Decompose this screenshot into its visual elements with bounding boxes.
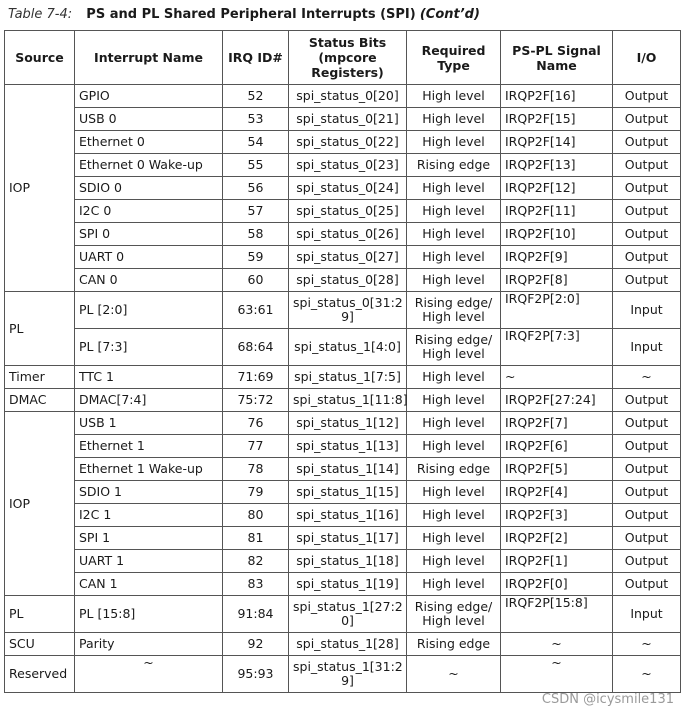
irq-id: 81: [223, 527, 289, 550]
table-row: [5, 435, 681, 458]
signal-name: IRQP2F[3]: [501, 504, 613, 527]
irq-id: 53: [223, 108, 289, 131]
irq-id: 71:69: [223, 366, 289, 389]
header-source: Source: [5, 31, 75, 85]
source-cell: DMAC: [5, 389, 75, 412]
table-continued-note: (Cont’d): [419, 7, 480, 22]
required-type: High level: [407, 108, 501, 131]
table-row: [5, 131, 681, 154]
header-row: [5, 31, 681, 85]
interrupt-name: CAN 0: [75, 269, 223, 292]
irq-id: 75:72: [223, 389, 289, 412]
signal-name: IRQP2F[15]: [501, 108, 613, 131]
table-row: [5, 458, 681, 481]
irq-id: 68:64: [223, 329, 289, 366]
io-direction: Output: [613, 504, 681, 527]
header-status-bits: Status Bits (mpcore Registers): [289, 31, 407, 85]
status-bits: spi_status_1[11:8]: [289, 389, 407, 412]
source-cell: SCU: [5, 633, 75, 656]
status-bits-line: spi_status_0[31:2: [293, 295, 403, 310]
io-direction: Output: [613, 527, 681, 550]
status-bits: spi_status_1[7:5]: [289, 366, 407, 389]
interrupt-name: Ethernet 0: [75, 131, 223, 154]
required-type: [407, 329, 501, 366]
io-direction: Output: [613, 246, 681, 269]
status-bits: spi_status_0[20]: [289, 85, 407, 108]
status-bits-line: 9]: [341, 673, 354, 688]
status-bits: spi_status_0[26]: [289, 223, 407, 246]
signal-name: IRQP2F[8]: [501, 269, 613, 292]
io-direction: Output: [613, 389, 681, 412]
status-bits-line: 9]: [341, 309, 354, 324]
irq-id: 79: [223, 481, 289, 504]
spi-table: [4, 30, 681, 693]
required-type: [407, 596, 501, 633]
status-bits-line: 0]: [341, 613, 354, 628]
interrupt-name: Ethernet 1: [75, 435, 223, 458]
io-direction: Output: [613, 108, 681, 131]
signal-name: IRQP2F[6]: [501, 435, 613, 458]
table-row: [5, 389, 681, 412]
table-row: [5, 154, 681, 177]
required-type: High level: [407, 131, 501, 154]
io-direction: Input: [613, 596, 681, 633]
signal-name: IRQP2F[2]: [501, 527, 613, 550]
signal-name: IRQP2F[27:24]: [501, 389, 613, 412]
irq-id: 80: [223, 504, 289, 527]
table-row: [5, 223, 681, 246]
interrupt-name: SDIO 1: [75, 481, 223, 504]
status-bits: [289, 596, 407, 633]
irq-id: 77: [223, 435, 289, 458]
required-type: Rising edge: [407, 458, 501, 481]
required-type: High level: [407, 366, 501, 389]
status-bits: [289, 656, 407, 693]
io-direction: Input: [613, 292, 681, 329]
interrupt-name: SDIO 0: [75, 177, 223, 200]
irq-id: 91:84: [223, 596, 289, 633]
status-bits: spi_status_0[27]: [289, 246, 407, 269]
status-bits: spi_status_1[12]: [289, 412, 407, 435]
signal-name: ~: [501, 656, 613, 693]
signal-name: ~: [501, 366, 613, 389]
interrupt-name: Ethernet 1 Wake-up: [75, 458, 223, 481]
status-bits: spi_status_0[25]: [289, 200, 407, 223]
io-direction: Output: [613, 131, 681, 154]
io-direction: Output: [613, 269, 681, 292]
table-row: [5, 329, 681, 366]
irq-id: 60: [223, 269, 289, 292]
interrupt-name: DMAC[7:4]: [75, 389, 223, 412]
required-type: High level: [407, 412, 501, 435]
source-cell: IOP: [5, 85, 75, 292]
interrupt-name: USB 0: [75, 108, 223, 131]
io-direction: Output: [613, 85, 681, 108]
signal-name: IRQP2F[5]: [501, 458, 613, 481]
irq-id: 57: [223, 200, 289, 223]
irq-id: 56: [223, 177, 289, 200]
table-row: [5, 85, 681, 108]
irq-id: 82: [223, 550, 289, 573]
table-row: [5, 633, 681, 656]
table-number: Table 7-4:: [8, 7, 73, 22]
required-type: High level: [407, 504, 501, 527]
signal-name: IRQP2F[10]: [501, 223, 613, 246]
status-bits: spi_status_1[13]: [289, 435, 407, 458]
status-bits: spi_status_1[14]: [289, 458, 407, 481]
irq-id: 58: [223, 223, 289, 246]
status-bits: spi_status_1[18]: [289, 550, 407, 573]
status-bits: spi_status_1[16]: [289, 504, 407, 527]
table-row: [5, 596, 681, 633]
interrupt-name: I2C 0: [75, 200, 223, 223]
source-cell: IOP: [5, 412, 75, 596]
interrupt-name: PL [15:8]: [75, 596, 223, 633]
interrupt-name: CAN 1: [75, 573, 223, 596]
required-type: Rising edge: [407, 154, 501, 177]
source-cell: PL: [5, 292, 75, 366]
required-type-line: High level: [422, 309, 485, 324]
irq-id: 63:61: [223, 292, 289, 329]
required-type: High level: [407, 481, 501, 504]
required-type: High level: [407, 573, 501, 596]
watermark: CSDN @icysmile131: [541, 692, 674, 707]
header-io: I/O: [613, 31, 681, 85]
io-direction: ~: [613, 633, 681, 656]
io-direction: Output: [613, 177, 681, 200]
interrupt-name: ~: [75, 656, 223, 693]
irq-id: 52: [223, 85, 289, 108]
table-row: [5, 246, 681, 269]
signal-name: IRQP2F[1]: [501, 550, 613, 573]
status-bits: spi_status_1[4:0]: [289, 329, 407, 366]
signal-name: IRQF2P[2:0]: [501, 292, 613, 329]
table-row: [5, 366, 681, 389]
irq-id: 92: [223, 633, 289, 656]
irq-id: 78: [223, 458, 289, 481]
interrupt-name: TTC 1: [75, 366, 223, 389]
status-bits-line: spi_status_1[31:2: [293, 659, 403, 674]
interrupt-name: Ethernet 0 Wake-up: [75, 154, 223, 177]
required-type: High level: [407, 527, 501, 550]
interrupt-name: USB 1: [75, 412, 223, 435]
header-signal-name: PS-PL Signal Name: [501, 31, 613, 85]
required-type: ~: [407, 656, 501, 693]
status-bits: spi_status_1[17]: [289, 527, 407, 550]
signal-name: IRQP2F[14]: [501, 131, 613, 154]
io-direction: Output: [613, 412, 681, 435]
signal-name: ~: [501, 633, 613, 656]
interrupt-name: SPI 1: [75, 527, 223, 550]
source-cell: Timer: [5, 366, 75, 389]
io-direction: Output: [613, 481, 681, 504]
interrupt-name: UART 0: [75, 246, 223, 269]
table-caption: [8, 7, 480, 22]
signal-name: IRQP2F[16]: [501, 85, 613, 108]
table-row: [5, 481, 681, 504]
required-type-line: High level: [422, 613, 485, 628]
required-type-line: High level: [422, 346, 485, 361]
source-cell: PL: [5, 596, 75, 633]
status-bits: spi_status_0[24]: [289, 177, 407, 200]
signal-name: IRQP2F[0]: [501, 573, 613, 596]
io-direction: Output: [613, 223, 681, 246]
io-direction: Output: [613, 154, 681, 177]
table-row: [5, 177, 681, 200]
required-type-line: Rising edge/: [414, 332, 493, 347]
irq-id: 76: [223, 412, 289, 435]
table-row: [5, 412, 681, 435]
source-cell: Reserved: [5, 656, 75, 693]
interrupt-name: Parity: [75, 633, 223, 656]
io-direction: Output: [613, 573, 681, 596]
table-row: [5, 504, 681, 527]
status-bits: [289, 292, 407, 329]
required-type: High level: [407, 223, 501, 246]
io-direction: ~: [613, 366, 681, 389]
required-type-line: Rising edge/: [414, 599, 493, 614]
required-type: High level: [407, 389, 501, 412]
table-row: [5, 108, 681, 131]
required-type: High level: [407, 550, 501, 573]
required-type: [407, 292, 501, 329]
table-row: [5, 527, 681, 550]
table-title: PS and PL Shared Peripheral Interrupts (SPI): [86, 7, 416, 22]
irq-id: 83: [223, 573, 289, 596]
status-bits: spi_status_1[15]: [289, 481, 407, 504]
irq-id: 95:93: [223, 656, 289, 693]
irq-id: 55: [223, 154, 289, 177]
status-bits-line: spi_status_1[27:2: [293, 599, 403, 614]
header-interrupt-name: Interrupt Name: [75, 31, 223, 85]
required-type: High level: [407, 85, 501, 108]
status-bits: spi_status_0[22]: [289, 131, 407, 154]
io-direction: Output: [613, 200, 681, 223]
interrupt-name: SPI 0: [75, 223, 223, 246]
io-direction: ~: [613, 656, 681, 693]
status-bits: spi_status_0[21]: [289, 108, 407, 131]
required-type: High level: [407, 269, 501, 292]
signal-name: IRQP2F[12]: [501, 177, 613, 200]
status-bits: spi_status_1[19]: [289, 573, 407, 596]
required-type: High level: [407, 200, 501, 223]
required-type: Rising edge: [407, 633, 501, 656]
table-row: [5, 550, 681, 573]
table-row: [5, 573, 681, 596]
table-row: [5, 269, 681, 292]
required-type: High level: [407, 246, 501, 269]
required-type: High level: [407, 177, 501, 200]
header-required-type: Required Type: [407, 31, 501, 85]
signal-name: IRQP2F[11]: [501, 200, 613, 223]
signal-name: IRQP2F[9]: [501, 246, 613, 269]
irq-id: 54: [223, 131, 289, 154]
signal-name: IRQF2P[15:8]: [501, 596, 613, 633]
irq-id: 59: [223, 246, 289, 269]
table-row: [5, 200, 681, 223]
signal-name: IRQF2P[7:3]: [501, 329, 613, 366]
signal-name: IRQP2F[13]: [501, 154, 613, 177]
interrupt-name: PL [7:3]: [75, 329, 223, 366]
status-bits: spi_status_0[23]: [289, 154, 407, 177]
io-direction: Output: [613, 458, 681, 481]
io-direction: Input: [613, 329, 681, 366]
interrupt-name: PL [2:0]: [75, 292, 223, 329]
signal-name: IRQP2F[4]: [501, 481, 613, 504]
status-bits: spi_status_1[28]: [289, 633, 407, 656]
interrupt-name: UART 1: [75, 550, 223, 573]
signal-name: IRQP2F[7]: [501, 412, 613, 435]
header-irq-id: IRQ ID#: [223, 31, 289, 85]
interrupt-name: GPIO: [75, 85, 223, 108]
status-bits: spi_status_0[28]: [289, 269, 407, 292]
required-type-line: Rising edge/: [414, 295, 493, 310]
required-type: High level: [407, 435, 501, 458]
io-direction: Output: [613, 550, 681, 573]
interrupt-name: I2C 1: [75, 504, 223, 527]
io-direction: Output: [613, 435, 681, 458]
table-row: [5, 656, 681, 693]
table-row: [5, 292, 681, 329]
